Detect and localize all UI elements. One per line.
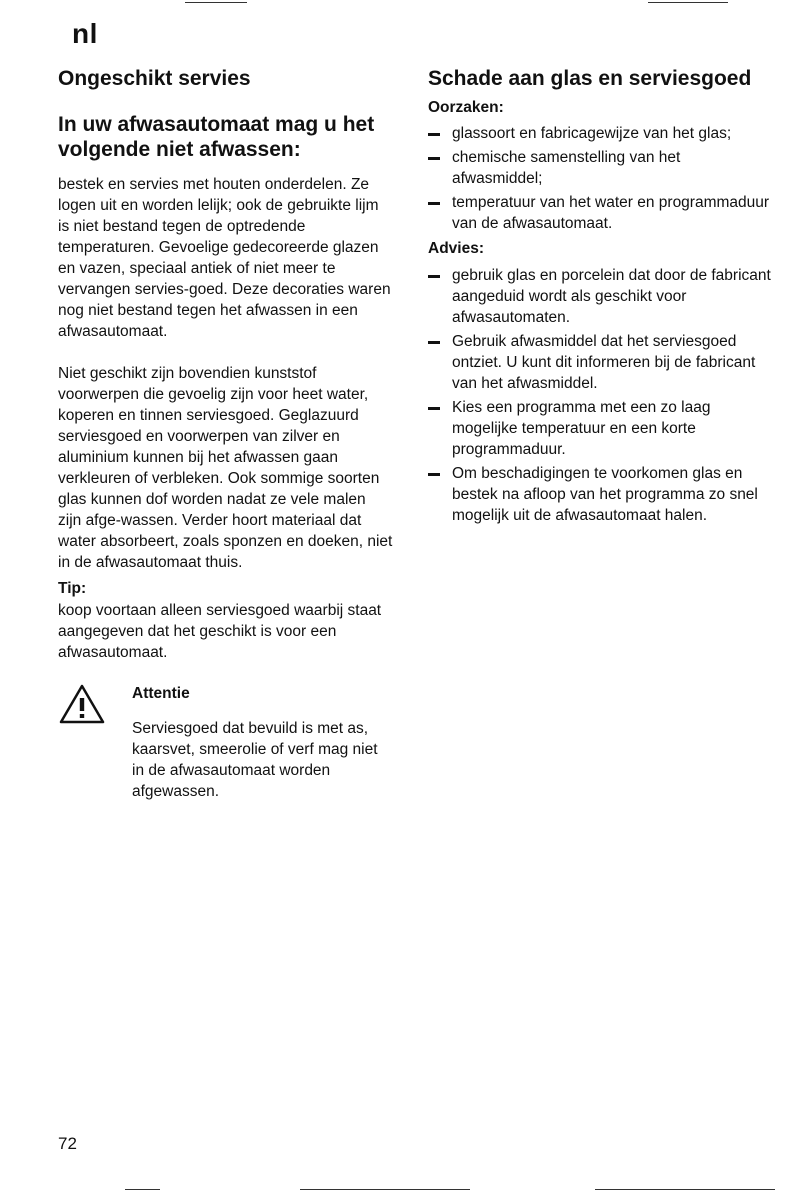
causes-label: Oorzaken: [428, 99, 504, 116]
page-number: 72 [58, 1134, 77, 1153]
paragraph-unsuitable-items: bestek en servies met houten onderdelen. Ze logen uit en worden lelijk; ook de gebruikte lijm is niet bestand tegen de optredende temperaturen. Gevoelige gedecoreerde glazen en vazen, speciaal antiek of niet meer te vervangen servies-goed. Deze decoraties waren nog niet bestand tegen het afwassen in een afwasautomaat. [58, 176, 391, 340]
paragraph-other-unsuitable: Niet geschikt zijn bovendien kunststof voorwerpen die gevoelig zijn voor heet water, koperen en tinnen serviesgoed. Geglazuurd serviesgoed en voorwerpen van zilver en aluminium kunnen bij het afwassen gaan verkleuren of verbleken. Ook sommige soorten glas kunnen dof worden nadat ze vele malen zijn afge-wassen. Verder hoort materiaal dat water absorbeert, zoals sponzen en doeken, niet in de afwasautomaat thuis. [58, 365, 393, 571]
top-rule-left [185, 2, 247, 3]
section-title-glass-damage: Schade aan glas en serviesgoed [428, 67, 752, 90]
section-title-unsuitable-tableware: Ongeschikt servies [58, 67, 251, 90]
attention-text: Serviesgoed dat bevuild is met as, kaarsvet, smeerolie of verf mag niet in de afwasautomaat worden afgewassen. [132, 720, 378, 800]
advice-item: gebruik glas en porcelein dat door de fabricant aangeduid wordt als geschikt voor afwasautomaten. [428, 265, 773, 328]
subheading-do-not-wash: In uw afwasautomaat mag u het volgende niet afwassen: [58, 113, 375, 161]
top-rule-right [648, 2, 728, 3]
left-column [58, 66, 393, 802]
bottom-rule-2 [300, 1189, 470, 1190]
right-column [428, 66, 773, 529]
warning-triangle-icon [58, 683, 106, 725]
tip-text: koop voortaan alleen serviesgoed waarbij staat aangegeven dat het geschikt is voor een afwasautomaat. [58, 602, 382, 661]
attention-title: Attentie [132, 685, 190, 702]
cause-item: temperatuur van het water en programmaduur van de afwasautomaat. [428, 192, 773, 234]
attention-box [58, 683, 393, 802]
tip-label: Tip: [58, 580, 87, 597]
bottom-rule-3 [595, 1189, 775, 1190]
advice-item: Om beschadigingen te voorkomen glas en bestek na afloop van het programma zo snel mogelijk uit de afwasautomaat halen. [428, 463, 773, 526]
causes-list [428, 123, 773, 234]
advice-item: Kies een programma met een zo laag mogelijke temperatuur en een korte programmaduur. [428, 397, 773, 460]
cause-item: glassoort en fabricagewijze van het glas; [428, 123, 773, 144]
advice-item: Gebruik afwasmiddel dat het serviesgoed ontziet. U kunt dit informeren bij de fabricant van het afwasmiddel. [428, 331, 773, 394]
language-code: nl [72, 18, 98, 49]
cause-item: chemische samenstelling van het afwasmiddel; [428, 147, 773, 189]
advice-list [428, 265, 773, 526]
advice-label: Advies: [428, 240, 484, 257]
bottom-rule-1 [125, 1189, 160, 1190]
